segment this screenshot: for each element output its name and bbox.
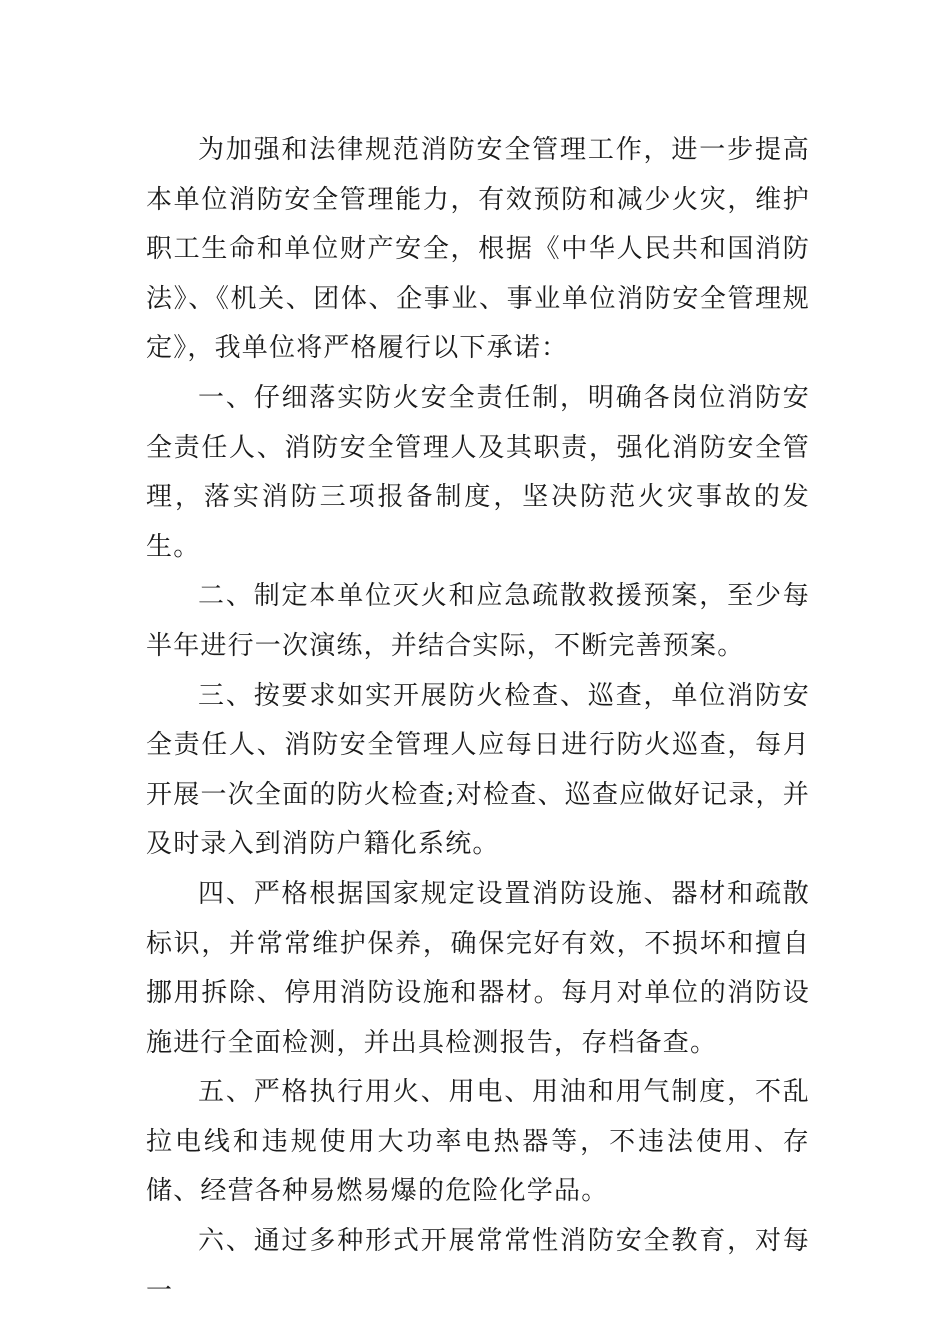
commitment-item-4: 四、严格根据国家规定设置消防设施、器材和疏散标识，并常常维护保养，确保完好有效，不损坏和擅自挪用拆除、停用消防设施和器材。每月对单位的消防设施进行全面检测，并出具检测报告，存档备查。 (146, 878, 810, 1058)
commitment-item-5: 五、严格执行用火、用电、用油和用气制度，不乱拉电线和违规使用大功率电热器等，不违法使用、存储、经营各种易燃易爆的危险化学品。 (146, 1077, 810, 1207)
commitment-item-3: 三、按要求如实开展防火检查、巡查，单位消防安全责任人、消防安全管理人应每日进行防火巡查，每月开展一次全面的防火检查;对检查、巡查应做好记录，并及时录入到消防户籍化系统。 (146, 680, 810, 860)
commitment-item-1: 一、仔细落实防火安全责任制，明确各岗位消防安全责任人、消防安全管理人及其职责，强化消防安全管理，落实消防三项报备制度，坚决防范火灾事故的发生。 (146, 382, 810, 562)
commitment-item-2: 二、制定本单位灭火和应急疏散救援预案，至少每半年进行一次演练，并结合实际，不断完善预案。 (146, 581, 810, 661)
opening-paragraph: 为加强和法律规范消防安全管理工作，进一步提高本单位消防安全管理能力，有效预防和减少火灾，维护职工生命和单位财产安全，根据《中华人民共和国消防法》、《机关、团体、企事业、事业单位消防安全管理规定》，我单位将严格履行以下承诺： (146, 135, 810, 364)
commitment-item-6: 六、通过多种形式开展常常性消防安全教育，对每一 (146, 1226, 810, 1306)
document-body (146, 126, 810, 1316)
